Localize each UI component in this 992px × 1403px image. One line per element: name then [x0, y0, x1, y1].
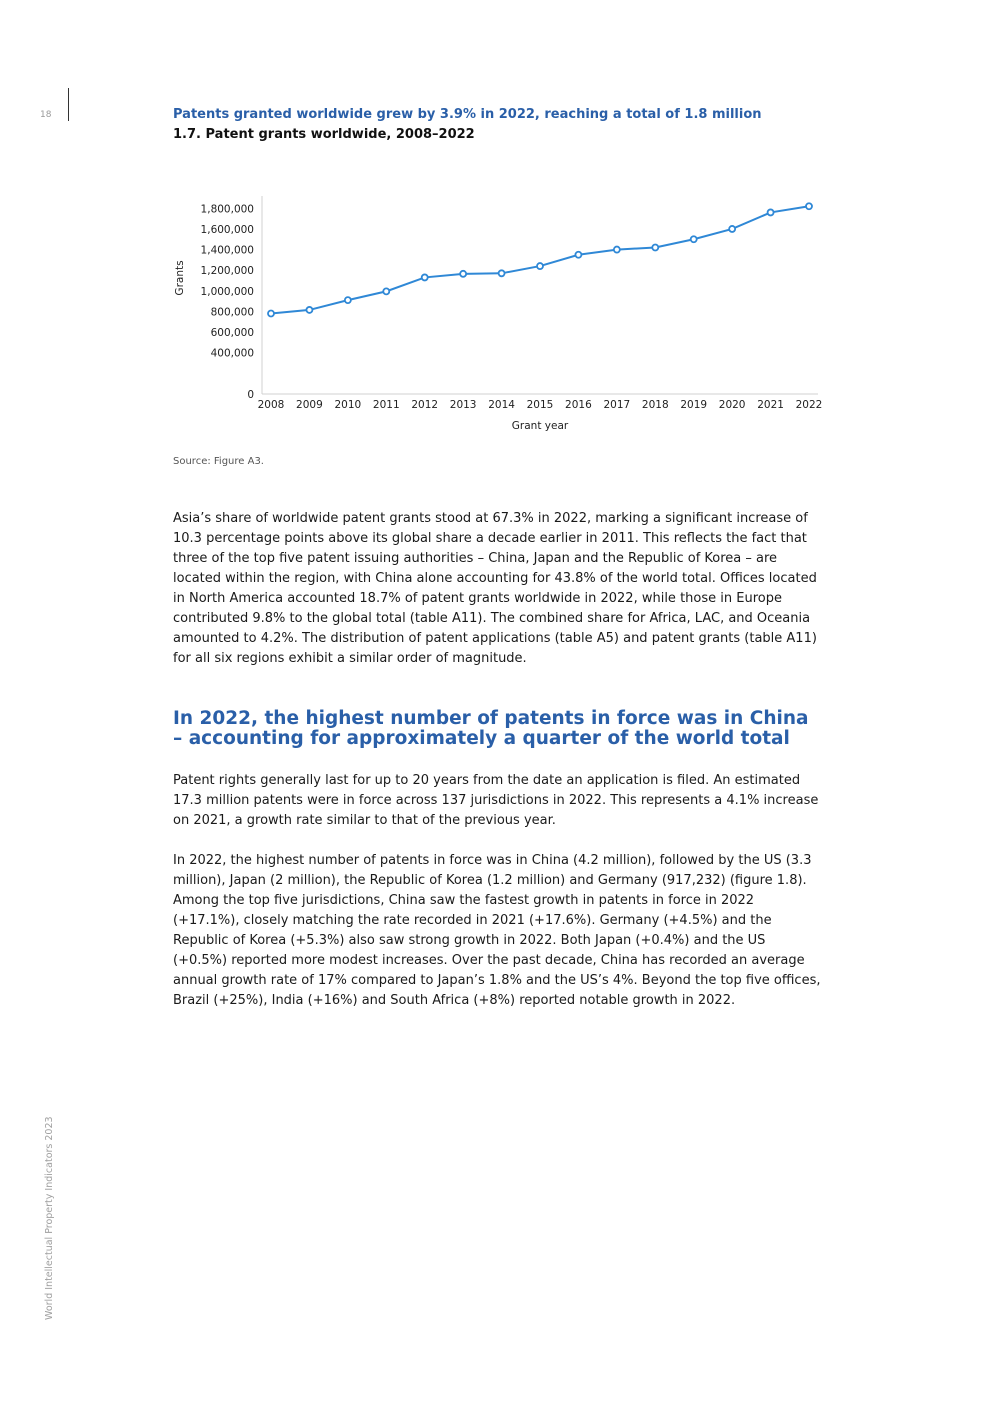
x-tick-label: 2014 — [488, 399, 515, 411]
y-tick-label: 800,000 — [210, 306, 254, 319]
x-tick-label: 2012 — [411, 399, 439, 411]
x-tick-label: 2010 — [334, 399, 362, 411]
y-axis-title: Grants — [174, 260, 186, 296]
y-tick-label: 1,000,000 — [200, 285, 254, 298]
publication-footer: World Intellectual Property Indicators 2023 — [44, 1116, 55, 1320]
y-tick-label: 400,000 — [210, 347, 254, 360]
y-tick-label: 1,400,000 — [200, 244, 254, 257]
x-tick-label: 2021 — [757, 399, 784, 411]
data-point — [422, 274, 428, 280]
x-tick-label: 2015 — [526, 399, 554, 411]
data-point — [460, 271, 466, 277]
x-tick-label: 2017 — [603, 399, 631, 411]
figure-source: Source: Figure A3. — [173, 456, 264, 467]
paragraph-patents-in-force: Patent rights generally last for up to 20 years from the date an application is filed. An estimated 17.3 million patents were in force across 137 jurisdictions in 2022. This represents a 4.1% increase on 2021, a growth rate similar to that of the previous year. — [173, 773, 819, 828]
margin-rule — [68, 88, 69, 121]
y-tick-label: 1,800,000 — [200, 203, 254, 216]
data-point — [652, 245, 658, 251]
x-tick-label: 2018 — [641, 399, 669, 411]
series-line — [271, 206, 809, 313]
figure-title: 1.7. Patent grants worldwide, 2008–2022 — [173, 127, 475, 142]
x-tick-label: 2011 — [372, 399, 400, 411]
x-tick-label: 2009 — [296, 399, 323, 411]
y-tick-label: 1,200,000 — [200, 265, 254, 278]
page-number: 18 — [40, 110, 52, 120]
paragraph-top-jurisdictions: In 2022, the highest number of patents in force was in China (4.2 million), followed by the US (3.3 million), Japan (2 million), the Republic of Korea (1.2 million) and Germany (917,232) (figure 1.8). Among the top five jurisdictions, China saw the fastest growth in patents in force in 2022 (+17.1%), closely matching the rate recorded in 2021 (+17.6%). Germany (+4.5%) and the Republic of Korea (+5.3%) also saw strong growth in 2022. Both Japan (+0.4%) and the US (+0.5%) reported more modest increases. Over the past decade, China has recorded an average annual growth rate of 17% compared to Japan’s 1.8% and the US’s 4%. Beyond the top five offices, Brazil (+25%), India (+16%) and South Africa (+8%) reported notable growth in 2022. — [173, 853, 821, 1008]
data-point — [729, 226, 735, 232]
y-tick-label: 1,600,000 — [200, 223, 254, 236]
patent-grants-chart — [173, 164, 823, 432]
data-point — [614, 247, 620, 253]
x-tick-label: 2020 — [718, 399, 746, 411]
x-tick-label: 2019 — [680, 399, 708, 411]
data-point — [383, 288, 389, 294]
x-tick-label: 2008 — [257, 399, 285, 411]
data-point — [691, 236, 697, 242]
data-point — [768, 209, 774, 215]
figure-kicker: Patents granted worldwide grew by 3.9% in 2022, reaching a total of 1.8 million — [173, 107, 762, 122]
data-point — [499, 270, 505, 276]
y-tick-label: 0 — [247, 389, 254, 401]
paragraph-asia-share: Asia’s share of worldwide patent grants stood at 67.3% in 2022, marking a significant increase of 10.3 percentage points above its global share a decade earlier in 2011. This reflects the fact that three of the top five patent issuing authorities – China, Japan and the Republic of Korea – are located within the region, with China alone accounting for 43.8% of the world total. Offices located in North America accounted 18.7% of patent grants worldwide in 2022, while those in Europe contributed 9.8% to the global total (table A11). The combined share for Africa, LAC, and Oceania amounted to 4.2%. The distribution of patent applications (table A5) and patent grants (table A11) for all six regions exhibit a similar order of magnitude. — [173, 511, 817, 666]
x-axis-title: Grant year — [511, 420, 569, 432]
data-point — [345, 297, 351, 303]
data-point — [575, 252, 581, 258]
data-point — [806, 203, 812, 209]
data-point — [268, 311, 274, 317]
data-point — [306, 307, 312, 313]
x-tick-label: 2016 — [565, 399, 592, 411]
chart-svg — [173, 164, 823, 432]
x-tick-label: 2013 — [449, 399, 477, 411]
section-heading: In 2022, the highest number of patents in force was in China – accounting for approximately a quarter of the world total — [173, 708, 809, 749]
page-content — [173, 106, 821, 1011]
y-tick-label: 600,000 — [210, 327, 254, 340]
data-point — [537, 263, 543, 269]
x-tick-label: 2022 — [795, 399, 823, 411]
